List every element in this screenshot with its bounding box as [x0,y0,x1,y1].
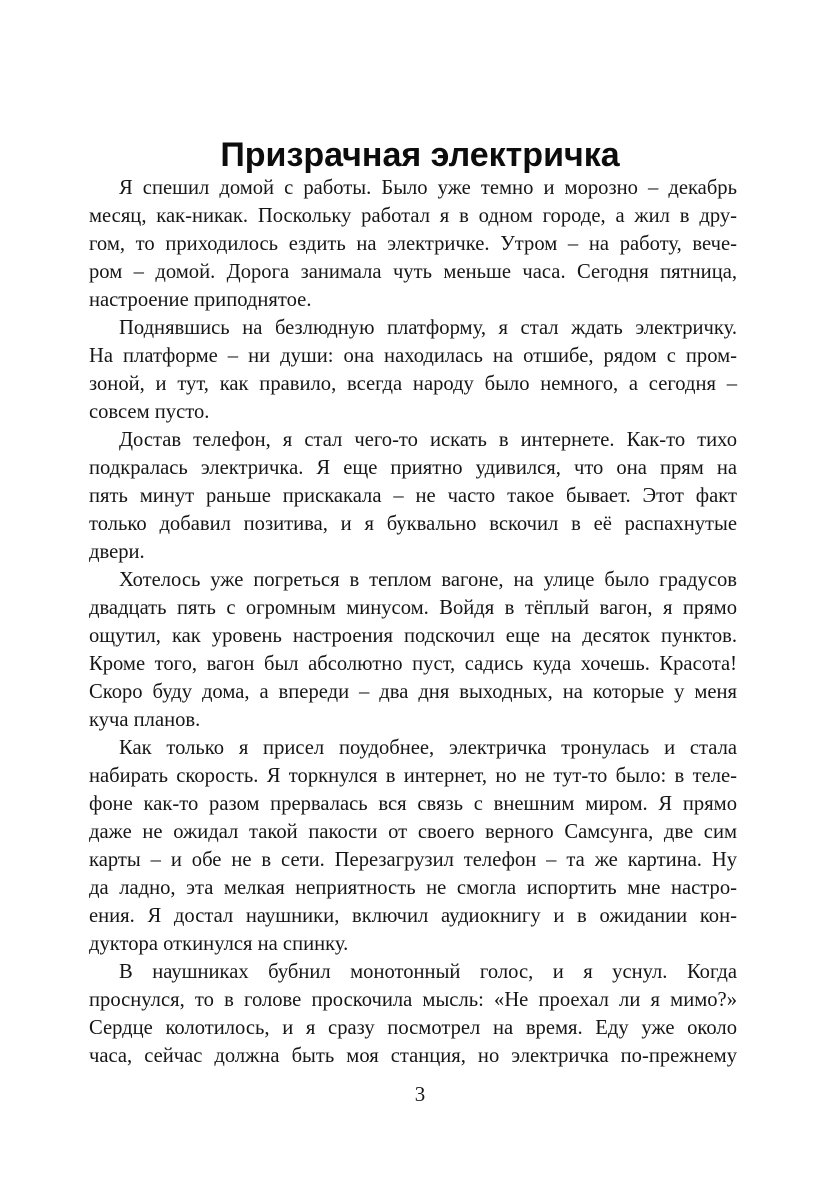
paragraph [89,958,737,1070]
text-line: совсем пусто. [89,401,210,423]
text-line: На платформе – ни души: она находилась на отшибе, рядом с пром- [89,345,737,367]
text-line: Сердце колотилось, и я сразу посмотрел на время. Еду уже около [89,1017,737,1039]
text-line: дуктора откинулся на спинку. [89,933,349,955]
paragraph [89,426,737,566]
text-line: даже не ожидал такой пакости от своего верного Самсунга, две сим [89,821,737,843]
paragraph [89,734,737,958]
text-line: Поднявшись на безлюдную платформу, я стал ждать электричку. [119,317,737,339]
text-line: набирать скорость. Я торкнулся в интернет, но не тут-то было: в теле- [89,765,737,787]
text-line: проснулся, то в голове проскочила мысль: «Не проехал ли я мимо?» [89,989,737,1011]
text-line: двери. [89,541,145,563]
text-line: настроение приподнятое. [89,289,312,311]
text-line: да ладно, эта мелкая неприятность не смогла испортить мне настро- [89,877,737,899]
text-line: месяц, как-никак. Поскольку работал я в одном городе, а жил в дру- [89,205,737,227]
text-line: Хотелось уже погреться в теплом вагоне, на улице было градусов [119,569,737,591]
text-line: гом, то приходилось ездить на электричке. Утром – на работу, вече- [89,233,737,255]
text-line: Как только я присел поудобнее, электричка тронулась и стала [119,737,737,759]
text-line: зоной, и тут, как правило, всегда народу было немного, а сегодня – [89,373,737,395]
text-line: В наушниках бубнил монотонный голос, и я уснул. Когда [119,961,737,983]
text-line: подкралась электричка. Я еще приятно удивился, что она прям на [89,457,737,479]
text-line: только добавил позитива, и я буквально вскочил в её распахнутые [89,513,737,535]
text-line: часа, сейчас должна быть моя станция, но электричка по-прежнему [89,1045,737,1067]
paragraph [89,566,737,734]
paragraph [89,314,737,426]
text-line: фоне как-то разом прервалась вся связь с внешним миром. Я прямо [89,793,737,815]
text-line: куча планов. [89,709,201,731]
text-line: Я спешил домой с работы. Было уже темно и морозно – декабрь [119,177,737,199]
paragraph [89,174,737,314]
page-title: Призрачная электричка [220,135,620,174]
text-line: ром – домой. Дорога занимала чуть меньше часа. Сегодня пятница, [89,261,737,283]
text-line: ения. Я достал наушники, включил аудиокнигу и в ожидании кон- [89,905,737,927]
text-line: Достав телефон, я стал чего-то искать в интернете. Как-то тихо [119,429,737,451]
text-line: двадцать пять с огромным минусом. Войдя в тёплый вагон, я прямо [89,597,737,619]
text-line: Кроме того, вагон был абсолютно пуст, садись куда хочешь. Красота! [89,653,737,675]
text-line: карты – и обе не в сети. Перезагрузил телефон – та же картина. Ну [89,849,737,871]
text-line: Скоро буду дома, а впереди – два дня выходных, на которые у меня [89,681,737,703]
story-text [89,174,737,1070]
page-number: 3 [414,1082,426,1106]
text-line: ощутил, как уровень настроения подскочил еще на десяток пунктов. [89,625,737,647]
text-line: пять минут раньше прискакала – не часто такое бывает. Этот факт [89,485,737,507]
